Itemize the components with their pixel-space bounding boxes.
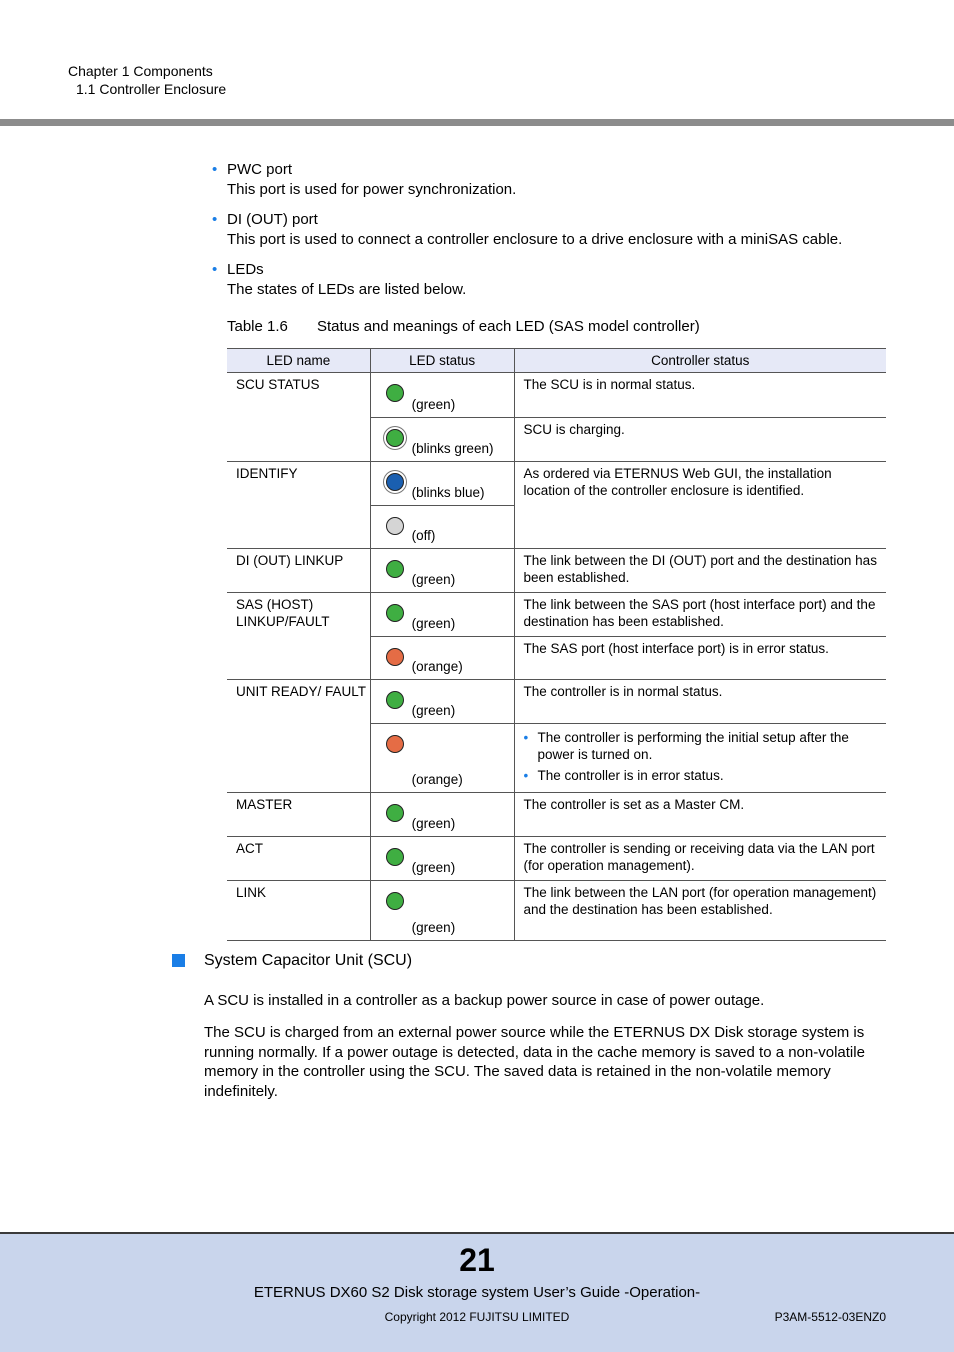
bullet-text: The states of LEDs are listed below. bbox=[227, 280, 467, 298]
led-icon bbox=[386, 735, 404, 753]
document-title: ETERNUS DX60 S2 Disk storage system User’s Guide -Operation- bbox=[253, 1284, 701, 1301]
paragraph: The SCU is charged from an external power source while the ETERNUS DX Disk storage system is running normally. If a power outage is detected, data in the cache memory is saved to a non-volatile memory in the controller using the SCU. The saved data is retained in the non-volatile memory indefinitely. bbox=[204, 1024, 865, 1100]
copyright-notice: Copyright 2012 FUJITSU LIMITED bbox=[384, 1310, 570, 1324]
led-indicator bbox=[371, 881, 514, 940]
led-indicator bbox=[371, 506, 514, 548]
bullet-item bbox=[212, 210, 902, 249]
led-indicator bbox=[371, 593, 514, 636]
status-bullet-item bbox=[524, 729, 881, 763]
controller-status-cell: The SAS port (host interface port) is in error status. bbox=[514, 637, 886, 680]
led-icon bbox=[386, 691, 404, 709]
led-indicator bbox=[371, 637, 514, 679]
led-status-label: (blinks blue) bbox=[411, 485, 485, 500]
led-status-cell bbox=[370, 881, 514, 941]
bullet-dot-icon: • bbox=[212, 211, 218, 228]
led-status-cell bbox=[370, 373, 514, 418]
led-status-label: (off) bbox=[411, 528, 436, 543]
table-row bbox=[227, 793, 886, 837]
table-row bbox=[227, 881, 886, 941]
led-icon bbox=[386, 560, 404, 578]
column-header-led-status: LED status bbox=[370, 349, 514, 373]
bullet-dot-icon: • bbox=[523, 768, 529, 783]
led-status-label: (green) bbox=[411, 860, 456, 875]
table-title: Status and meanings of each LED (SAS model controller) bbox=[317, 318, 700, 335]
controller-status-cell: SCU is charging. bbox=[514, 418, 886, 462]
led-status-cell bbox=[370, 462, 514, 506]
header-divider bbox=[0, 119, 954, 126]
status-bullet-text: The controller is performing the initial setup after the power is turned on. bbox=[537, 730, 849, 762]
led-status-table bbox=[227, 348, 886, 941]
controller-status-cell: As ordered via ETERNUS Web GUI, the installation location of the controller enclosure is identified. bbox=[514, 462, 886, 549]
led-status-cell bbox=[370, 506, 514, 549]
blinking-led-icon bbox=[386, 473, 404, 491]
led-name-cell: UNIT READY/ FAULT bbox=[227, 680, 370, 793]
bullet-title: PWC port bbox=[227, 161, 293, 178]
paragraph: A SCU is installed in a controller as a backup power source in case of power outage. bbox=[204, 992, 765, 1009]
section-title: System Capacitor Unit (SCU) bbox=[204, 952, 413, 969]
led-status-label: (green) bbox=[411, 616, 456, 631]
section-heading: 1.1 Controller Enclosure bbox=[76, 81, 227, 97]
page-footer bbox=[0, 1232, 954, 1352]
column-header-controller-status: Controller status bbox=[514, 349, 886, 373]
port-bullet-list bbox=[212, 160, 902, 310]
controller-status-cell: The controller is in normal status. bbox=[514, 680, 886, 724]
controller-status-cell: The controller is sending or receiving data via the LAN port (for operation management). bbox=[514, 837, 886, 881]
led-indicator bbox=[371, 680, 514, 723]
led-icon bbox=[386, 384, 404, 402]
table-row bbox=[227, 680, 886, 724]
led-status-cell bbox=[370, 637, 514, 680]
section-square-icon bbox=[172, 954, 185, 967]
led-icon bbox=[386, 892, 404, 910]
table-row bbox=[227, 837, 886, 881]
led-indicator bbox=[371, 462, 514, 505]
status-bullet-item bbox=[524, 767, 881, 784]
led-name-cell: IDENTIFY bbox=[227, 462, 370, 549]
controller-status-cell: The link between the LAN port (for operation management) and the destination has been established. bbox=[514, 881, 886, 941]
led-status-label: (green) bbox=[411, 572, 456, 587]
table-row bbox=[227, 462, 886, 506]
led-status-label: (orange) bbox=[411, 659, 463, 674]
page-number: 21 bbox=[459, 1242, 495, 1278]
led-icon bbox=[386, 648, 404, 666]
led-name-cell: SAS (HOST) LINKUP/FAULT bbox=[227, 593, 370, 680]
led-status-cell bbox=[370, 593, 514, 637]
led-icon bbox=[386, 848, 404, 866]
led-status-cell bbox=[370, 837, 514, 881]
led-status-cell bbox=[370, 793, 514, 837]
led-status-label: (green) bbox=[411, 920, 456, 935]
led-name-cell: LINK bbox=[227, 881, 370, 941]
document-code: P3AM-5512-03ENZ0 bbox=[774, 1310, 886, 1324]
led-indicator bbox=[371, 373, 514, 417]
bullet-text: This port is used for power synchronization. bbox=[227, 180, 517, 198]
table-row bbox=[227, 549, 886, 593]
led-status-label: (orange) bbox=[411, 772, 463, 787]
controller-status-cell: The link between the SAS port (host interface port) and the destination has been established. bbox=[514, 593, 886, 637]
status-bullet-text: The controller is in error status. bbox=[537, 768, 724, 783]
led-status-cell bbox=[370, 549, 514, 593]
led-icon bbox=[386, 517, 404, 535]
led-status-cell bbox=[370, 680, 514, 724]
led-status-cell bbox=[370, 418, 514, 462]
bullet-dot-icon: • bbox=[212, 161, 218, 178]
controller-status-cell: The link between the DI (OUT) port and the destination has been established. bbox=[514, 549, 886, 593]
bullet-dot-icon: • bbox=[523, 730, 529, 745]
led-indicator bbox=[371, 724, 514, 792]
led-name-cell: ACT bbox=[227, 837, 370, 881]
bullet-text: This port is used to connect a controller enclosure to a drive enclosure with a miniSAS cable. bbox=[227, 230, 843, 248]
led-indicator bbox=[371, 837, 514, 880]
status-bullet-list bbox=[524, 727, 881, 784]
led-indicator bbox=[371, 549, 514, 592]
led-status-cell bbox=[370, 724, 514, 793]
bullet-dot-icon: • bbox=[212, 261, 218, 278]
table-caption bbox=[227, 318, 700, 335]
led-status-label: (green) bbox=[411, 397, 456, 412]
led-name-cell: MASTER bbox=[227, 793, 370, 837]
table-header-row bbox=[227, 349, 886, 373]
blinking-led-icon bbox=[386, 429, 404, 447]
table-row bbox=[227, 373, 886, 418]
table-number: Table 1.6 bbox=[227, 318, 288, 335]
chapter-heading: Chapter 1 Components bbox=[68, 63, 213, 79]
led-name-cell: SCU STATUS bbox=[227, 373, 370, 462]
table-row bbox=[227, 593, 886, 637]
bullet-item bbox=[212, 260, 902, 299]
bullet-title: LEDs bbox=[227, 261, 264, 278]
controller-status-cell: The SCU is in normal status. bbox=[514, 373, 886, 418]
led-status-label: (green) bbox=[411, 816, 456, 831]
led-icon bbox=[386, 604, 404, 622]
led-indicator bbox=[371, 418, 514, 461]
led-indicator bbox=[371, 793, 514, 836]
controller-status-cell: The controller is set as a Master CM. bbox=[514, 793, 886, 837]
led-icon bbox=[386, 804, 404, 822]
bullet-title: DI (OUT) port bbox=[227, 211, 318, 228]
led-status-label: (blinks green) bbox=[411, 441, 494, 456]
led-status-label: (green) bbox=[411, 703, 456, 718]
column-header-led-name: LED name bbox=[227, 349, 370, 373]
bullet-item bbox=[212, 160, 902, 199]
led-name-cell: DI (OUT) LINKUP bbox=[227, 549, 370, 593]
controller-status-cell bbox=[514, 724, 886, 793]
